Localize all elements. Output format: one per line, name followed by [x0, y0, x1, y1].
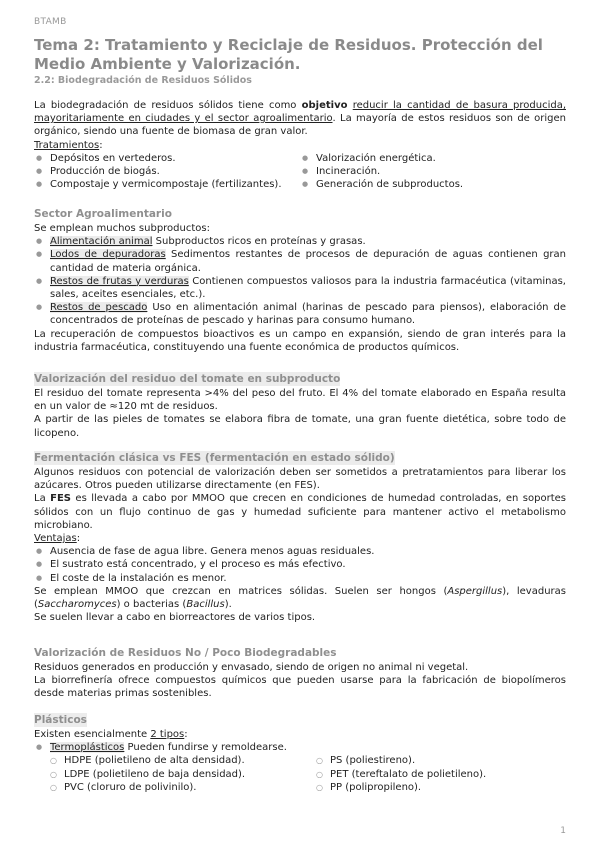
list-item: ● Termoplásticos Pueden fundirse y remoldearse. — [34, 741, 566, 754]
list-item: ● Compostaje y vermicompostaje (fertilizantes). — [34, 178, 300, 191]
treatments-left — [34, 152, 300, 192]
plasticos-lead: Existen esencialmente 2 tipos: — [34, 729, 188, 740]
list-item: ● Valorización energética. — [300, 152, 566, 165]
plasticos-section — [34, 713, 566, 794]
list-item: ○ PP (polipropileno). — [300, 781, 566, 794]
intro-paragraph: La biodegradación de residuos sólidos tiene como objetivo reducir la cantidad de basura producida, mayoritariamente en ciudades y el sector agroalimentario. La mayoría de estos residuos son de origen orgánico, siendo una fuente de biomasa de gran valor. — [34, 100, 566, 138]
plastic-types-right — [300, 754, 566, 794]
list-item: ● Generación de subproductos. — [300, 178, 566, 191]
document-header: BTAMB — [34, 17, 67, 27]
page-number: 1 — [560, 826, 566, 836]
list-item: ● Incineración. — [300, 165, 566, 178]
nobio-paragraph-2: La biorrefinería ofrece compuestos químicos que pueden usarse para la fabricación de biopolímeros desde materias primas sostenibles. — [34, 675, 566, 700]
fes-heading: Fermentación clásica vs FES (fermentación en estado sólido) — [34, 452, 395, 464]
treatments-list — [34, 152, 566, 192]
plasticos-list — [34, 741, 566, 754]
section-subtitle: 2.2: Biodegradación de Residuos Sólidos — [34, 75, 252, 86]
list-item: ○ PVC (cloruro de polivinilo). — [34, 781, 300, 794]
list-item: ● Depósitos en vertederos. — [34, 152, 300, 165]
nobio-heading: Valorización de Residuos No / Poco Biodegradables — [34, 647, 337, 659]
tomate-paragraph-1: El residuo del tomate representa >4% del peso del fruto. El 4% del tomate elaborado en España resulta en un valor de ≈120 mt de residuos. — [34, 388, 566, 413]
fes-paragraph-1: Algunos residuos con potencial de valorización deben ser sometidos a pretratamientos para liberar los azúcares. Otros pueden utilizarse directamente (en FES). — [34, 467, 566, 492]
list-item: ● El coste de la instalación es menor. — [34, 572, 566, 585]
list-item: ○ LDPE (polietileno de baja densidad). — [34, 768, 300, 781]
list-item: ● El sustrato está concentrado, y el proceso es más efectivo. — [34, 558, 566, 571]
fes-paragraph-2: La FES es llevada a cabo por MMOO que crecen en condiciones de humedad controladas, en soportes sólidos con un flujo continuo de gas y humedad suficiente para mantener activo el metabolismo microbiano. — [34, 493, 566, 531]
tomate-heading: Valorización del residuo del tomate en subproducto — [34, 373, 341, 385]
tomate-paragraph-2: A partir de las pieles de tomates se elabora fibra de tomate, una gran fuente dietética, sobre todo de licopeno. — [34, 414, 566, 439]
list-item: ● Restos de frutas y verduras Contienen compuestos valiosos para la industria farmacéutica (vitaminas, sales, aceites esenciales, etc.). — [34, 275, 566, 301]
list-item: ● Lodos de depuradoras Sedimentos restantes de procesos de depuración de aguas contienen gran cantidad de materia orgánica. — [34, 248, 566, 274]
plasticos-heading: Plásticos — [34, 714, 87, 726]
plastic-types-left — [34, 754, 300, 794]
list-item: ○ PET (tereftalato de polietileno). — [300, 768, 566, 781]
agro-lead: Se emplean muchos subproductos: — [34, 223, 210, 234]
tomate-section — [34, 372, 566, 440]
nobio-section — [34, 646, 566, 701]
fes-section — [34, 451, 566, 624]
list-item: ○ HDPE (polietileno de alta densidad). — [34, 754, 300, 767]
advantages-list — [34, 545, 566, 585]
treatments-right — [300, 152, 566, 192]
page-title: Tema 2: Tratamiento y Reciclaje de Residuos. Protección del Medio Ambiente y Valorización. — [34, 36, 543, 73]
nobio-paragraph-1: Residuos generados en producción y envasado, siendo de origen no animal ni vegetal. — [34, 662, 469, 673]
list-item: ● Producción de biogás. — [34, 165, 300, 178]
advantages-label: Ventajas: — [34, 533, 81, 545]
agro-list — [34, 235, 566, 327]
agro-section — [34, 207, 566, 354]
list-item: ○ PS (poliestireno). — [300, 754, 566, 767]
treatments-label: Tratamientos: — [34, 139, 103, 151]
plastic-types — [34, 754, 566, 794]
list-item: ● Restos de pescado Uso en alimentación animal (harinas de pescado para piensos), elaboración de concentrados de proteínas de pescado y harinas para consumo humano. — [34, 301, 566, 327]
intro-section — [34, 99, 566, 191]
list-item: ● Ausencia de fase de agua libre. Genera menos aguas residuales. — [34, 545, 566, 558]
agro-closing: La recuperación de compuestos bioactivos es un campo en expansión, siendo de gran interés para la industria farmacéutica, constituyendo una fuente económica de productos químicos. — [34, 328, 566, 353]
list-item: ● Alimentación animal Subproductos ricos en proteínas y grasas. — [34, 235, 566, 248]
agro-heading: Sector Agroalimentario — [34, 208, 172, 220]
fes-paragraph-4: Se suelen llevar a cabo en biorreactores de varios tipos. — [34, 612, 316, 624]
fes-paragraph-3: Se emplean MMOO que crezcan en matrices sólidas. Suelen ser hongos (Aspergillus), levaduras (Saccharomyces) o bacterias (Bacillus). — [34, 585, 566, 611]
